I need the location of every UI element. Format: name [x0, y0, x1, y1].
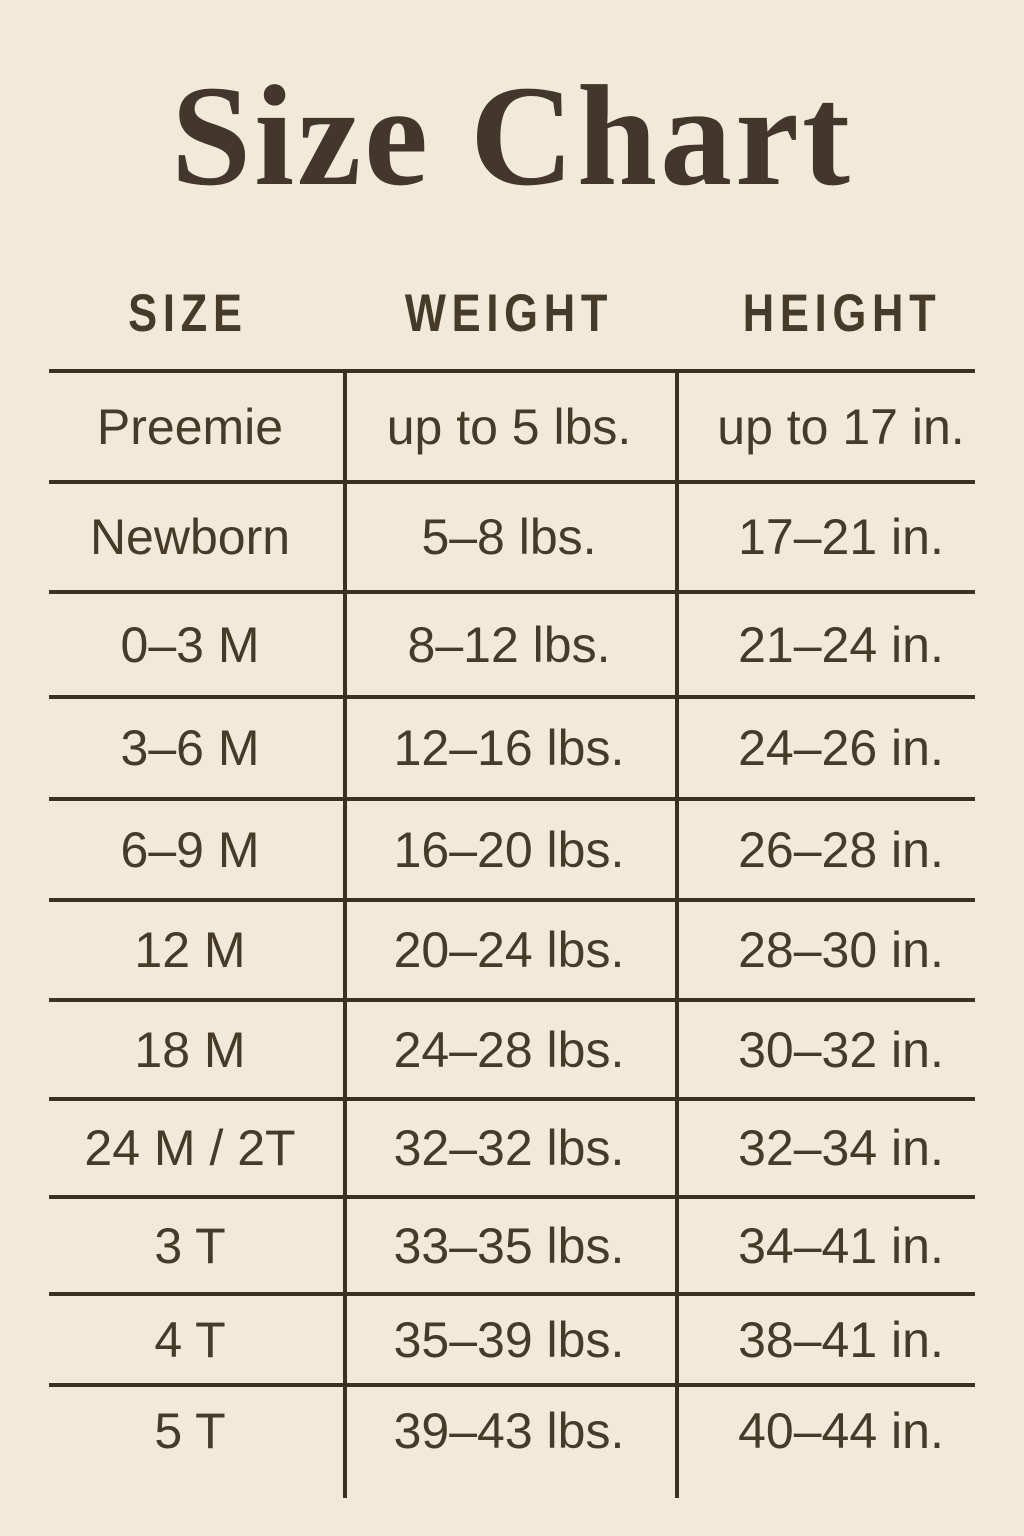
height-cell: 34–41 in. [738, 1217, 944, 1274]
size-cell: 18 M [134, 1021, 246, 1078]
size-cell: 4 T [154, 1311, 226, 1368]
table-row-3t [49, 1195, 975, 1292]
column-header-size: SIZE [128, 283, 248, 343]
table-row-3-6m [49, 695, 975, 797]
table-row-18m [49, 998, 975, 1097]
column-divider-2 [675, 369, 679, 1498]
table-row-newborn [49, 480, 975, 590]
height-cell: 32–34 in. [738, 1120, 944, 1176]
size-cell: 3–6 M [120, 720, 260, 776]
table-row-0-3m [49, 590, 975, 695]
height-cell: 40–44 in. [738, 1402, 944, 1459]
height-cell: 17–21 in. [738, 509, 944, 565]
column-header-height: HEIGHT [742, 283, 942, 343]
table-row-6-9m [49, 797, 975, 898]
height-cell: 30–32 in. [738, 1021, 944, 1078]
weight-cell: 32–32 lbs. [393, 1120, 625, 1176]
size-cell: 0–3 M [120, 616, 260, 673]
table-row-4t [49, 1292, 975, 1383]
weight-cell: 24–28 lbs. [393, 1021, 625, 1078]
size-cell: Preemie [96, 398, 284, 455]
weight-cell: up to 5 lbs. [386, 398, 632, 455]
weight-cell: 39–43 lbs. [393, 1402, 625, 1459]
table-row-12m [49, 898, 975, 998]
height-cell: 21–24 in. [738, 616, 944, 673]
table-row-5t [49, 1383, 975, 1474]
weight-cell: 35–39 lbs. [393, 1311, 625, 1368]
column-header-weight: WEIGHT [404, 283, 614, 343]
size-cell: 3 T [154, 1217, 226, 1274]
weight-cell: 20–24 lbs. [393, 922, 625, 978]
size-cell: Newborn [89, 509, 291, 565]
table-row-preemie [49, 369, 975, 480]
weight-cell: 5–8 lbs. [421, 509, 597, 565]
table-header-row [49, 280, 975, 346]
height-cell: 26–28 in. [738, 821, 944, 878]
weight-cell: 12–16 lbs. [393, 720, 625, 776]
size-cell: 12 M [134, 922, 246, 978]
size-cell: 24 M / 2T [84, 1120, 296, 1176]
weight-cell: 16–20 lbs. [393, 821, 625, 878]
weight-cell: 8–12 lbs. [407, 616, 611, 673]
height-cell: 24–26 in. [738, 720, 944, 776]
height-cell: 38–41 in. [738, 1311, 944, 1368]
size-cell: 6–9 M [120, 821, 260, 878]
size-cell: 5 T [154, 1402, 226, 1459]
column-divider-1 [343, 369, 347, 1498]
weight-cell: 33–35 lbs. [393, 1217, 625, 1274]
page-title: Size Chart [171, 57, 853, 216]
table-row-24m-2t [49, 1097, 975, 1195]
height-cell: up to 17 in. [717, 398, 965, 455]
height-cell: 28–30 in. [738, 922, 944, 978]
size-table [49, 369, 975, 1498]
